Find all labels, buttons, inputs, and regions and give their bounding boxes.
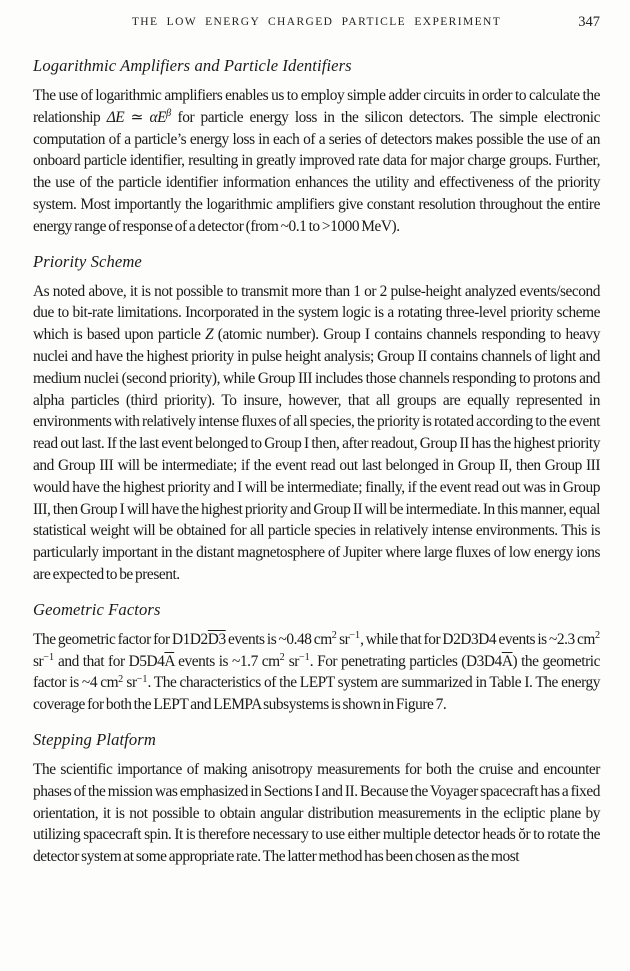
- text-segment-sup-i: β: [166, 108, 172, 120]
- text-segment: , while that for D2D3D4 events is ~2.3 cm: [360, 630, 595, 648]
- section-heading: Priority Scheme: [33, 251, 142, 271]
- section-paragraph: [33, 281, 600, 586]
- text-segment: events is ~1.7 cm: [174, 652, 280, 670]
- page-number: 347: [578, 14, 600, 30]
- text-segment: The use of logarithmic amplifiers enables us to employ simple adder circuits in order to calculate the relationship: [33, 87, 600, 126]
- text-segment: . The characteristics of the LEPT system are summarized in Table I. The energy coverage for both the LEPT and LEMPA subsystems is shown in Figure 7.: [33, 674, 600, 714]
- text-segment: ) the geometric factor is ~4 cm: [33, 652, 600, 692]
- text-segment-sup: 2: [279, 651, 285, 663]
- text-segment: sr: [336, 630, 350, 648]
- text-segment: As noted above, it is not possible to transmit more than 1 or 2 pulse-height analyzed events/second due to bit-rate limitations. Incorporated in the system logic is a rotating three-level priority scheme which is based upon particle: [33, 282, 600, 344]
- section-paragraph: [33, 629, 600, 716]
- text-segment-over: $\overline{A}$: [164, 652, 175, 670]
- text-segment-over: $\overline{A}$: [501, 652, 513, 670]
- text-segment-sup: −1: [43, 651, 55, 663]
- text-segment-sup: 2: [594, 630, 601, 642]
- section-heading: Logarithmic Amplifiers and Particle Identifiers: [33, 56, 352, 75]
- section-heading: Stepping Platform: [33, 729, 156, 749]
- text-segment: (atomic number). Group I contains channels responding to heavy nuclei and have the highest priority in pulse height analysis; Group II contains channels of light and medium nuclei (second priority), while Group III includes those channels responding to protons and alpha particles (third priority). To insure, however, that all groups are equally represented in environments with relatively intense fluxes of all species, the priority is rotated according to the event read out last. If the last event belonged to Group I then, after readout, Group II has the highest priority and Group III will be intermediate; if the event read out last belonged in Group II, then Group III would have the highest priority and I will be intermediate; finally, if the event read out was in Group III, then Group I will have the highest priority and Group II will be intermediate. In this manner, equal statistical weight will be obtained for all particle species in relatively intense environments. This is particularly important in the distant magnetosphere of Jupiter where large fluxes of low energy ions are expected to be present.: [33, 326, 600, 583]
- text-segment: sr: [33, 652, 44, 670]
- section-heading: Geometric Factors: [33, 599, 161, 619]
- text-segment-i: Z: [205, 326, 214, 344]
- text-segment: sr: [284, 652, 299, 670]
- text-segment: for particle energy loss in the silicon detectors. The simple electronic computation of a particle’s energy loss in each of a series of detectors makes possible the use of an onboard particle identifier, resulting in greatly improved rate data for major charge groups. Further, the use of the particle identifier information enhances the utility and effectiveness of the priority system. Most importantly the logarithmic amplifiers give constant resolution throughout the entire energy range of response of a detector (from ~0.1 to >1000 MeV).: [33, 108, 600, 235]
- running-title: THE LOW ENERGY CHARGED PARTICLE EXPERIMENT: [131, 16, 502, 28]
- text-segment-i: ΔE ≃ αE: [106, 108, 167, 126]
- section-paragraph: [33, 759, 600, 868]
- text-segment: events is ~0.48 cm: [225, 630, 332, 648]
- text-segment-over: D3: [207, 630, 226, 648]
- text-segment-sup: 2: [118, 673, 124, 685]
- text-segment: The geometric factor for D1D2: [33, 630, 208, 648]
- running-header: [33, 14, 600, 32]
- section-paragraph: [33, 85, 600, 238]
- text-segment-sup: −1: [136, 673, 148, 685]
- text-segment: . For penetrating particles (D3D4: [309, 652, 502, 670]
- text-segment-sup: 2: [331, 630, 337, 642]
- text-segment: The scientific importance of making anisotropy measurements for both the cruise and encounter phases of the mission was emphasized in Sections I and II. Because the Voyager spacecraft has a fixed orientation, it is not possible to obtain angular distribution measurements in the ecliptic plane by utilizing spacecraft spin. It is therefore necessary to use either multiple detector heads ŏr to rotate the detector system at some appropriate rate. The latter method has been chosen as the most: [33, 760, 600, 866]
- text-segment-sup: −1: [349, 630, 361, 642]
- text-segment: and that for D5D4: [54, 652, 165, 670]
- text-segment: sr: [123, 674, 137, 692]
- page-body: [33, 55, 600, 868]
- text-segment-sup: −1: [298, 651, 310, 663]
